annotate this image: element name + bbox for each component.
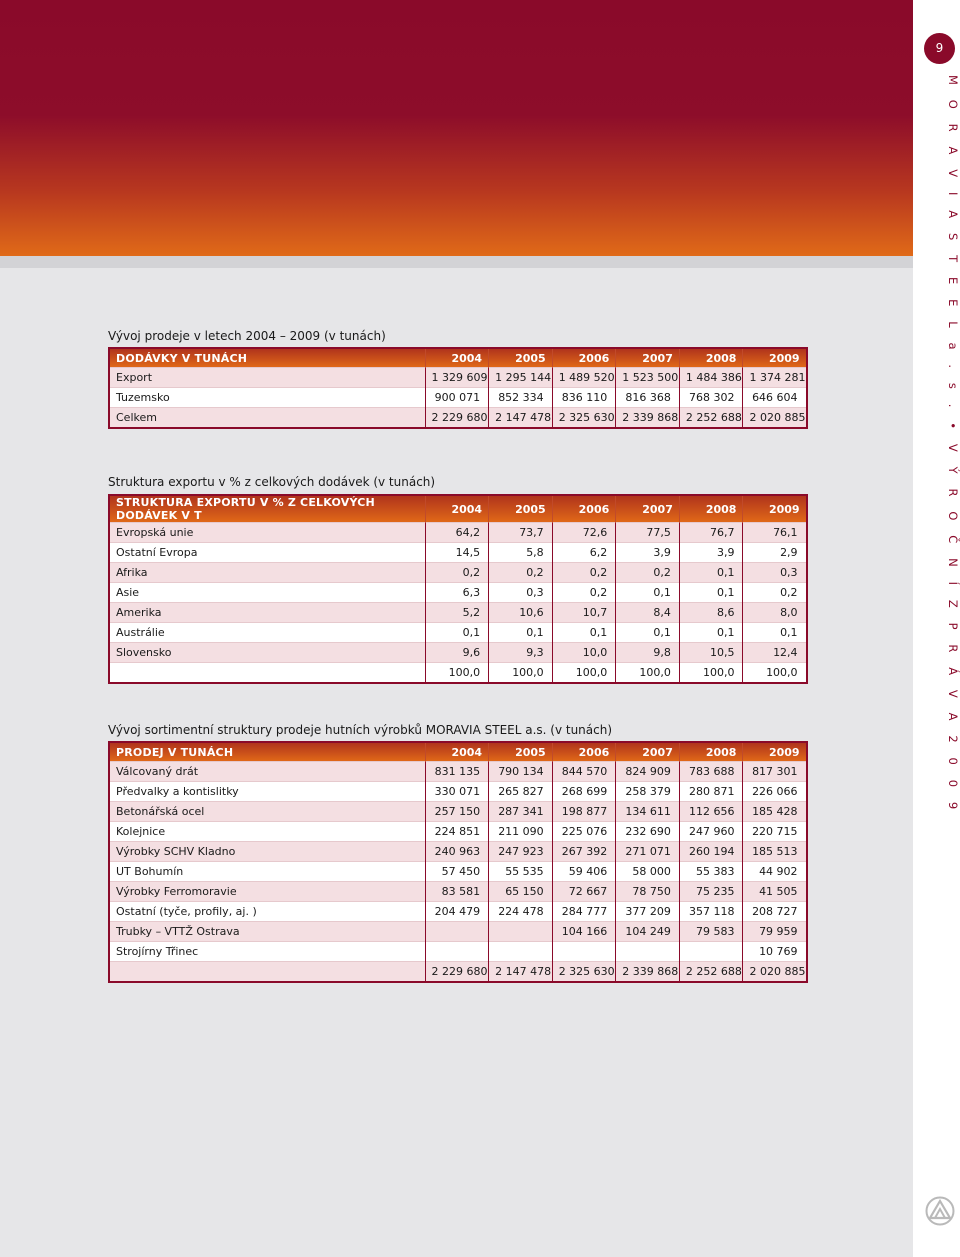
value-cell: 817 301	[743, 762, 807, 782]
value-cell: 10,0	[552, 643, 616, 663]
table-header-label: STRUKTURA EXPORTU V % Z CELKOVÝCH DODÁVEK V T	[109, 495, 425, 523]
row-label: Amerika	[109, 603, 425, 623]
table-row	[109, 643, 807, 663]
value-cell: 790 134	[489, 762, 553, 782]
export-structure-table	[108, 494, 808, 684]
value-cell: 0,2	[616, 563, 680, 583]
row-label: Válcovaný drát	[109, 762, 425, 782]
year-header: 2004	[425, 495, 489, 523]
table-row	[109, 862, 807, 882]
value-cell: 10 769	[743, 942, 807, 962]
row-label: Předvalky a kontislitky	[109, 782, 425, 802]
row-label: Výrobky Ferromoravie	[109, 882, 425, 902]
year-header: 2007	[616, 742, 680, 762]
value-cell: 10,7	[552, 603, 616, 623]
value-cell: 330 071	[425, 782, 489, 802]
table-row	[109, 603, 807, 623]
value-cell: 2 325 630	[552, 962, 616, 983]
year-header: 2007	[616, 495, 680, 523]
value-cell: 2 229 680	[425, 408, 489, 429]
value-cell: 0,1	[679, 563, 743, 583]
value-cell: 844 570	[552, 762, 616, 782]
table-row	[109, 762, 807, 782]
value-cell: 59 406	[552, 862, 616, 882]
value-cell: 10,6	[489, 603, 553, 623]
value-cell: 79 583	[679, 922, 743, 942]
table-row	[109, 902, 807, 922]
value-cell: 12,4	[743, 643, 807, 663]
year-header: 2008	[679, 495, 743, 523]
value-cell: 76,1	[743, 523, 807, 543]
value-cell: 9,8	[616, 643, 680, 663]
value-cell: 100,0	[489, 663, 553, 684]
value-cell: 287 341	[489, 802, 553, 822]
sales-table	[108, 347, 808, 429]
value-cell	[425, 922, 489, 942]
value-cell: 8,0	[743, 603, 807, 623]
value-cell: 185 513	[743, 842, 807, 862]
value-cell: 72,6	[552, 523, 616, 543]
table-row	[109, 802, 807, 822]
table-row	[109, 942, 807, 962]
value-cell	[489, 922, 553, 942]
year-header: 2004	[425, 742, 489, 762]
row-label: Tuzemsko	[109, 388, 425, 408]
value-cell: 0,1	[679, 623, 743, 643]
value-cell: 1 489 520	[552, 368, 616, 388]
value-cell: 0,1	[489, 623, 553, 643]
year-header: 2004	[425, 348, 489, 368]
value-cell: 0,1	[679, 583, 743, 603]
value-cell: 1 484 386	[679, 368, 743, 388]
value-cell: 0,1	[743, 623, 807, 643]
value-cell: 204 479	[425, 902, 489, 922]
year-header: 2008	[679, 348, 743, 368]
value-cell: 6,3	[425, 583, 489, 603]
value-cell: 55 383	[679, 862, 743, 882]
value-cell: 232 690	[616, 822, 680, 842]
value-cell	[489, 942, 553, 962]
table-row	[109, 663, 807, 684]
value-cell: 225 076	[552, 822, 616, 842]
value-cell: 14,5	[425, 543, 489, 563]
table-row	[109, 583, 807, 603]
row-label: Afrika	[109, 563, 425, 583]
value-cell: 268 699	[552, 782, 616, 802]
value-cell: 2 229 680	[425, 962, 489, 983]
value-cell: 1 374 281	[743, 368, 807, 388]
year-header: 2006	[552, 348, 616, 368]
table-header-row	[109, 348, 807, 368]
value-cell: 2 020 885	[743, 408, 807, 429]
value-cell: 0,2	[489, 563, 553, 583]
value-cell: 258 379	[616, 782, 680, 802]
value-cell: 58 000	[616, 862, 680, 882]
table-row	[109, 782, 807, 802]
value-cell: 0,1	[552, 623, 616, 643]
value-cell: 900 071	[425, 388, 489, 408]
year-header: 2009	[743, 348, 807, 368]
value-cell: 783 688	[679, 762, 743, 782]
row-label: Export	[109, 368, 425, 388]
value-cell: 824 909	[616, 762, 680, 782]
value-cell: 1 329 609	[425, 368, 489, 388]
table-row	[109, 922, 807, 942]
value-cell: 185 428	[743, 802, 807, 822]
value-cell: 104 166	[552, 922, 616, 942]
header-divider-stripe	[0, 256, 913, 268]
value-cell: 134 611	[616, 802, 680, 822]
value-cell: 247 923	[489, 842, 553, 862]
value-cell: 100,0	[679, 663, 743, 684]
row-label	[109, 962, 425, 983]
value-cell: 0,1	[425, 623, 489, 643]
value-cell: 76,7	[679, 523, 743, 543]
value-cell: 2 147 478	[489, 962, 553, 983]
value-cell: 357 118	[679, 902, 743, 922]
value-cell: 72 667	[552, 882, 616, 902]
table2-title: Struktura exportu v % z celkových dodávek (v tunách)	[108, 475, 436, 489]
value-cell: 100,0	[552, 663, 616, 684]
value-cell: 240 963	[425, 842, 489, 862]
value-cell: 271 071	[616, 842, 680, 862]
value-cell: 1 295 144	[489, 368, 553, 388]
value-cell: 55 535	[489, 862, 553, 882]
value-cell: 100,0	[425, 663, 489, 684]
value-cell: 2 325 630	[552, 408, 616, 429]
table-row	[109, 842, 807, 862]
value-cell: 1 523 500	[616, 368, 680, 388]
table-row	[109, 543, 807, 563]
value-cell: 100,0	[616, 663, 680, 684]
row-label	[109, 663, 425, 684]
table-header-row	[109, 742, 807, 762]
value-cell: 5,2	[425, 603, 489, 623]
table-header-row	[109, 495, 807, 523]
value-cell: 768 302	[679, 388, 743, 408]
table-header-label: PRODEJ V TUNÁCH	[109, 742, 425, 762]
value-cell: 247 960	[679, 822, 743, 842]
value-cell: 208 727	[743, 902, 807, 922]
value-cell: 280 871	[679, 782, 743, 802]
year-header: 2005	[489, 495, 553, 523]
row-label: Ostatní Evropa	[109, 543, 425, 563]
value-cell: 260 194	[679, 842, 743, 862]
value-cell: 377 209	[616, 902, 680, 922]
value-cell: 2 252 688	[679, 408, 743, 429]
value-cell	[425, 942, 489, 962]
value-cell: 852 334	[489, 388, 553, 408]
table-row	[109, 408, 807, 429]
table3-title: Vývoj sortimentní struktury prodeje hutních výrobků MORAVIA STEEL a.s. (v tunách)	[108, 723, 613, 737]
value-cell	[679, 942, 743, 962]
row-label: Ostatní (tyče, profily, aj. )	[109, 902, 425, 922]
product-assortment-table	[108, 741, 808, 983]
value-cell: 3,9	[616, 543, 680, 563]
value-cell: 284 777	[552, 902, 616, 922]
value-cell: 198 877	[552, 802, 616, 822]
value-cell: 9,6	[425, 643, 489, 663]
value-cell: 112 656	[679, 802, 743, 822]
value-cell: 9,3	[489, 643, 553, 663]
value-cell: 211 090	[489, 822, 553, 842]
row-label: Betonářská ocel	[109, 802, 425, 822]
value-cell: 10,5	[679, 643, 743, 663]
value-cell: 0,2	[552, 583, 616, 603]
value-cell: 646 604	[743, 388, 807, 408]
value-cell: 0,2	[743, 583, 807, 603]
value-cell: 2,9	[743, 543, 807, 563]
row-label: Kolejnice	[109, 822, 425, 842]
value-cell: 265 827	[489, 782, 553, 802]
year-header: 2005	[489, 348, 553, 368]
table-row	[109, 822, 807, 842]
year-header: 2009	[743, 495, 807, 523]
value-cell: 73,7	[489, 523, 553, 543]
value-cell: 816 368	[616, 388, 680, 408]
value-cell: 83 581	[425, 882, 489, 902]
value-cell: 8,6	[679, 603, 743, 623]
row-label: Slovensko	[109, 643, 425, 663]
value-cell: 104 249	[616, 922, 680, 942]
value-cell: 224 478	[489, 902, 553, 922]
table-row	[109, 962, 807, 983]
value-cell: 0,3	[743, 563, 807, 583]
value-cell: 41 505	[743, 882, 807, 902]
row-label: Evropská unie	[109, 523, 425, 543]
value-cell: 836 110	[552, 388, 616, 408]
side-running-title: M O R A V I A S T E E L a . s . • V Ý R O Č N Í Z P R Á V A 2 0 0 9	[946, 75, 960, 815]
value-cell: 2 147 478	[489, 408, 553, 429]
row-label: Celkem	[109, 408, 425, 429]
value-cell: 0,1	[616, 583, 680, 603]
company-logo-icon	[925, 1196, 955, 1226]
value-cell: 257 150	[425, 802, 489, 822]
value-cell: 267 392	[552, 842, 616, 862]
table-row	[109, 523, 807, 543]
year-header: 2008	[679, 742, 743, 762]
value-cell: 78 750	[616, 882, 680, 902]
value-cell	[552, 942, 616, 962]
year-header: 2005	[489, 742, 553, 762]
year-header: 2007	[616, 348, 680, 368]
value-cell: 3,9	[679, 543, 743, 563]
value-cell: 2 020 885	[743, 962, 807, 983]
value-cell	[616, 942, 680, 962]
value-cell: 0,2	[425, 563, 489, 583]
table-row	[109, 882, 807, 902]
value-cell: 2 339 868	[616, 962, 680, 983]
value-cell: 57 450	[425, 862, 489, 882]
value-cell: 64,2	[425, 523, 489, 543]
row-label: Austrálie	[109, 623, 425, 643]
year-header: 2006	[552, 495, 616, 523]
value-cell: 65 150	[489, 882, 553, 902]
value-cell: 75 235	[679, 882, 743, 902]
table-row	[109, 388, 807, 408]
value-cell: 220 715	[743, 822, 807, 842]
value-cell: 0,2	[552, 563, 616, 583]
value-cell: 77,5	[616, 523, 680, 543]
table-row	[109, 368, 807, 388]
row-label: UT Bohumín	[109, 862, 425, 882]
year-header: 2006	[552, 742, 616, 762]
value-cell: 100,0	[743, 663, 807, 684]
value-cell: 831 135	[425, 762, 489, 782]
value-cell: 2 339 868	[616, 408, 680, 429]
row-label: Výrobky SCHV Kladno	[109, 842, 425, 862]
value-cell: 79 959	[743, 922, 807, 942]
header-gradient-banner	[0, 0, 913, 256]
table-header-label: DODÁVKY V TUNÁCH	[109, 348, 425, 368]
value-cell: 0,1	[616, 623, 680, 643]
year-header: 2009	[743, 742, 807, 762]
table-row	[109, 623, 807, 643]
row-label: Asie	[109, 583, 425, 603]
row-label: Strojírny Třinec	[109, 942, 425, 962]
row-label: Trubky – VTTŽ Ostrava	[109, 922, 425, 942]
table-row	[109, 563, 807, 583]
value-cell: 226 066	[743, 782, 807, 802]
value-cell: 0,3	[489, 583, 553, 603]
value-cell: 44 902	[743, 862, 807, 882]
value-cell: 6,2	[552, 543, 616, 563]
value-cell: 8,4	[616, 603, 680, 623]
value-cell: 224 851	[425, 822, 489, 842]
table1-title: Vývoj prodeje v letech 2004 – 2009 (v tunách)	[108, 329, 386, 343]
page-number: 9	[924, 33, 955, 64]
value-cell: 2 252 688	[679, 962, 743, 983]
value-cell: 5,8	[489, 543, 553, 563]
